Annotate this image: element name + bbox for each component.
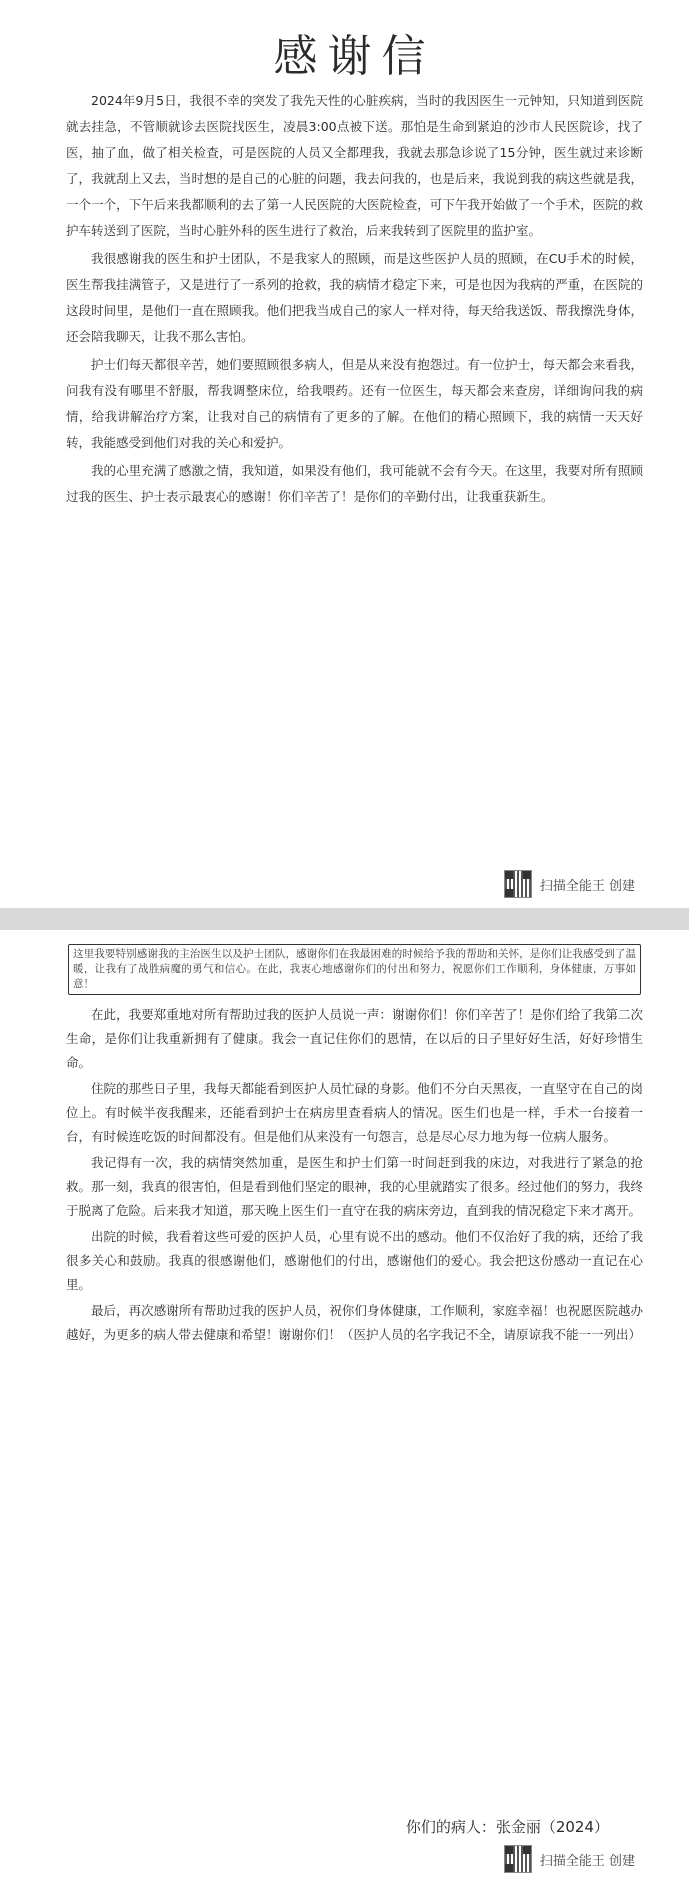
paragraph: 2024年9月5日，我很不幸的突发了我先天性的心脏疾病，当时的我因医生一元钟知，只知道到医院就去挂急，不管顺就诊去医院找医生，凌晨3:00点被下送。那怕是生命到紧迫的沙市人民医院诊，找了医，抽了血，做了相关检查，可是医院的人员又全都理我，我就去那急诊说了15分钟，医生就过来诊断了，我就刮上又去，当时想的是自己的心脏的问题，我去问我的，也是后来，我说到我的病这些就是我，一个一个，下午后来我都顺利的去了第一人民医院的大医院检查，可下午我开始做了一个手术，医院的救护车转送到了医院，当时心脏外科的医生进行了救治，后来我转到了医院里的监护室。 <box>66 93 643 238</box>
paragraph: 在此，我要郑重地对所有帮助过我的医护人员说一声：谢谢你们！你们辛苦了！是你们给了我第二次生命，是你们让我重新拥有了健康。我会一直记住你们的恩情，在以后的日子里好好生活，好好珍惜生命。 <box>66 1007 643 1070</box>
boxed-note-text: 这里我要特别感谢我的主治医生以及护士团队，感谢你们在我最困难的时候给予我的帮助和关怀，是你们让我感受到了温暖，让我有了战胜病魔的勇气和信心。在此，我衷心地感谢你们的付出和努力，祝愿你们工作顺利，身体健康，万事如意！ <box>73 948 636 990</box>
scanner-watermark <box>504 1845 635 1873</box>
qr-code-icon <box>504 870 532 898</box>
scanner-watermark <box>504 870 635 898</box>
paragraph: 我记得有一次，我的病情突然加重，是医生和护士们第一时间赶到我的床边，对我进行了紧急的抢救。那一刻，我真的很害怕，但是看到他们坚定的眼神，我的心里就踏实了很多。经过他们的努力，我终于脱离了危险。后来我才知道，那天晚上医生们一直守在我的病床旁边，直到我的情况稳定下来才离开。 <box>66 1155 643 1218</box>
letter-signature: 你们的病人：张金丽（2024） <box>405 1818 609 1836</box>
letter-body-page-2 <box>60 944 649 1347</box>
watermark-label: 扫描全能王 创建 <box>539 1853 635 1869</box>
paragraph: 出院的时候，我看着这些可爱的医护人员，心里有说不出的感动。他们不仅治好了我的病，还给了我很多关心和鼓励。我真的很感谢他们，感谢他们的付出，感谢他们的爱心。我会把这份感动一直记在心里。 <box>66 1229 643 1292</box>
watermark-label: 扫描全能王 创建 <box>539 878 635 894</box>
paragraph: 住院的那些日子里，我每天都能看到医护人员忙碌的身影。他们不分白天黑夜，一直坚守在自己的岗位上。有时候半夜我醒来，还能看到护士在病房里查看病人的情况。医生们也是一样，手术一台接着一台，有时候连吃饭的时间都没有。但是他们从来没有一句怨言，总是尽心尽力地为每一位病人服务。 <box>66 1081 643 1144</box>
paragraph: 最后，再次感谢所有帮助过我的医护人员，祝你们身体健康，工作顺利，家庭幸福！也祝愿医院越办越好，为更多的病人带去健康和希望！谢谢你们！（医护人员的名字我记不全，请原谅我不能一一列出） <box>66 1303 643 1342</box>
paragraph: 我很感谢我的医生和护士团队，不是我家人的照顾，而是这些医护人员的照顾，在CU手术的时候，医生帮我挂满管子，又是进行了一系列的抢救，我的病情才稳定下来，可是也因为我病的严重，在医院的这段时间里，是他们一直在照顾我。他们把我当成自己的家人一样对待，每天给我送饭、帮我擦洗身体，还会陪我聊天，让我不那么害怕。 <box>66 251 643 344</box>
qr-code-icon <box>504 1845 532 1873</box>
letter-page-2 <box>60 930 649 1883</box>
letter-title: 感谢信 <box>273 31 436 82</box>
page-divider <box>0 908 689 930</box>
boxed-note <box>68 944 641 995</box>
letter-body-page-1 <box>60 88 649 510</box>
paragraph: 护士们每天都很辛苦，她们要照顾很多病人，但是从来没有抱怨过。有一位护士，每天都会来看我，问我有没有哪里不舒服，帮我调整床位，给我喂药。还有一位医生，每天都会来查房，详细询问我的病情，给我讲解治疗方案，让我对自己的病情有了更多的了解。在他们的精心照顾下，我的病情一天天好转，我能感受到他们对我的关心和爱护。 <box>66 357 643 450</box>
paragraph: 我的心里充满了感激之情，我知道，如果没有他们，我可能就不会有今天。在这里，我要对所有照顾过我的医生、护士表示最衷心的感谢！你们辛苦了！是你们的辛勤付出，让我重获新生。 <box>66 463 643 504</box>
letter-page-1 <box>60 0 649 908</box>
